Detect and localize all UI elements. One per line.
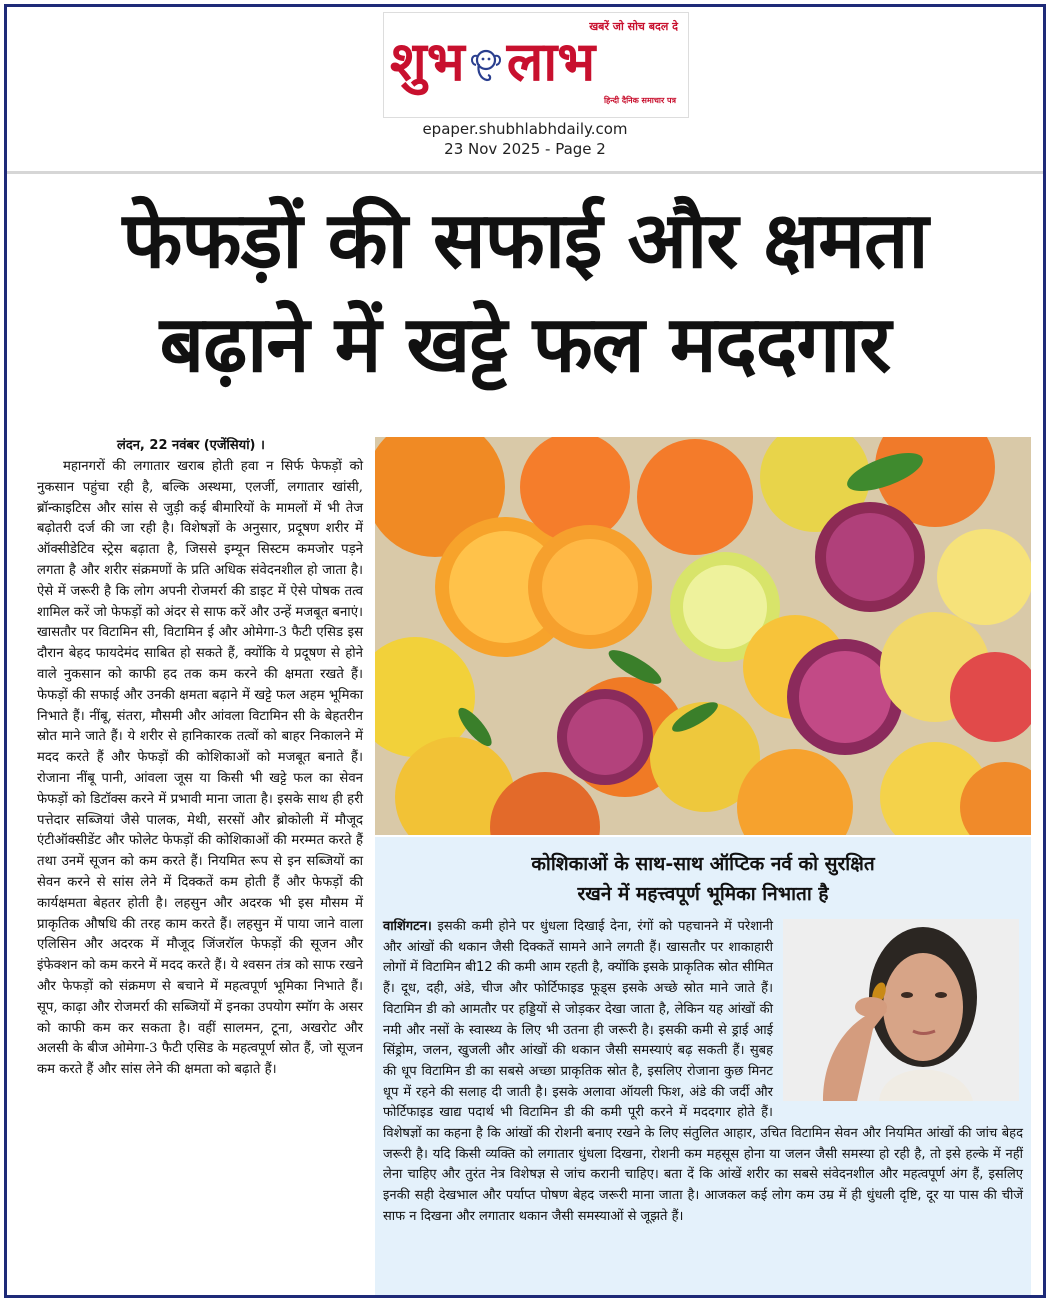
- logo-word-left: शुभ: [390, 29, 465, 93]
- sidebar-heading-line-2: रखने में महत्त्वपूर्ण भूमिका निभाता है: [577, 883, 829, 905]
- edition-date: 23 Nov 2025 - Page 2: [444, 140, 606, 158]
- citrus-fruits-image: [375, 437, 1031, 835]
- woman-capsule-image: [783, 919, 1019, 1101]
- masthead: [383, 12, 689, 118]
- article-body-column: [37, 457, 363, 1081]
- newspaper-logo[interactable]: [390, 31, 595, 91]
- logo-word-right: लाभ: [506, 29, 596, 93]
- masthead-subtag: हिन्दी दैनिक समाचार पत्र: [603, 96, 676, 105]
- ganesha-icon: [467, 46, 505, 86]
- page-headline: [7, 189, 1043, 397]
- divider: [7, 171, 1043, 174]
- sidebar-heading: [375, 849, 1031, 909]
- sidebar-dateline: वाशिंगटन।: [383, 919, 432, 934]
- epaper-page: [4, 4, 1046, 1298]
- masthead-tagline: खबरें जो सोच बदल दे: [589, 20, 678, 33]
- sidebar-body: इसकी कमी होने पर धुंधला दिखाई देना, रंगों को पहचानने में परेशानी और आंखों की थकान जैसी दिक्कतें सामने आने लगती हैं। खासतौर पर शाकाहारी लोगों में विटामिन बी12 की कमी आम रहती है, क्योंकि इसके प्राकृतिक स्रोत सीमित हैं। दूध, दही, अंडे, चीज और फोर्टिफाइड फूड्स इसके अच्छे स्रोत माने जाते हैं। विटामिन डी को आमतौर पर हड्डियों से जोड़कर देखा जाता है, लेकिन यह आंखों की नमी और नसों के स्वास्थ्य के लिए भी उतना ही जरूरी है। इसकी कमी से ड्राई आई सिंड्रोम, जलन, खुजली और आंखों की थकान जैसी समस्याएं बढ़ सकती हैं। सुबह की धूप विटामिन डी का सबसे अच्छा प्राकृतिक स्रोत है, इसलिए रोजाना कुछ मिनट धूप में रहने की सलाह दी जाती है। इसके अलावा ऑयली फिश, अंडे की जर्दी और फोर्टिफाइड खाद्य पदार्थ भी विटामिन डी की कमी पूरी करने में मददगार होते हैं। विशेषज्ञों का कहना है कि आंखों की रोशनी बनाए रखने के लिए संतुलित आहार, उचित विटामिन सेवन और नियमित आंखों की जांच बेहद जरूरी है। यदि किसी व्यक्ति को लगातार धुंधला दिखना, रोशनी कम महसूस होना या जलन जैसी समस्या हो रही है, तो इसे हल्के में नहीं लेना चाहिए और तुरंत नेत्र विशेषज्ञ से जांच करानी चाहिए। बता दें कि आंखें शरीर का सबसे संवेदनशील और महत्वपूर्ण अंग हैं, इसलिए इनकी सही देखभाल और पर्याप्त पोषण बेहद जरूरी माना जाता है। आजकल कई लोग कम उम्र में ही धुंधली दृष्टि, दूर या पास की चीजें साफ न दिखना और लगातार थकान जैसी समस्याओं से जूझते हैं।: [383, 919, 1023, 1224]
- headline-line-2: बढ़ाने में खट्टे फल मददगार: [159, 300, 891, 390]
- sidebar-heading-line-1: कोशिकाओं के साथ-साथ ऑप्टिक नर्व को सुरक्षित: [531, 853, 875, 875]
- headline-line-1: फेफड़ों की सफाई और क्षमता: [122, 196, 928, 286]
- woman-holding-capsule-illustration: [783, 919, 1019, 1101]
- article-dateline: लंदन, 22 नवंबर (एजेंसियां) ।: [117, 438, 265, 453]
- sidebar-box: [375, 837, 1031, 1295]
- epaper-url[interactable]: epaper.shubhlabhdaily.com: [422, 120, 628, 138]
- article-body: महानगरों की लगातार खराब होती हवा न सिर्फ फेफड़ों को नुकसान पहुंचा रही है, बल्कि अस्थमा, एलर्जी, लगातार खांसी, ब्रॉन्काइटिस और सांस से जुड़ी कई बीमारियों के मामलों में भी तेज बढ़ोतरी दर्ज की जा रही है। विशेषज्ञों के अनुसार, प्रदूषण शरीर में ऑक्सीडेटिव स्ट्रेस बढ़ाता है, जिससे इम्यून सिस्टम कमजोर पड़ने लगता है और शरीर संक्रमणों के प्रति अधिक संवेदनशील हो जाता है। ऐसे में जरूरी है कि लोग अपनी रोजमर्रा की डाइट में ऐसे पोषक तत्व शामिल करें जो फेफड़ों को अंदर से साफ करें और उन्हें मजबूत बनाएं। खासतौर पर विटामिन सी, विटामिन ई और ओमेगा-3 फैटी एसिड इस दौरान बेहद फायदेमंद साबित हो सकते हैं, क्योंकि ये प्रदूषण से होने वाले नुकसान को काफी हद तक कम करने की क्षमता रखते हैं। फेफड़ों की सफाई और उनकी क्षमता बढ़ाने में खट्टे फल अहम भूमिका निभाते हैं। नींबू, संतरा, मौसमी और आंवला विटामिन सी के बेहतरीन स्रोत माने जाते हैं। ये शरीर से हानिकारक तत्वों को बाहर निकालने में मदद करते हैं और फेफड़ों की कोशिकाओं को मजबूत बनाते हैं। रोजाना नींबू पानी, आंवला जूस या किसी भी खट्टे फल का सेवन फेफड़ों को डिटॉक्स करने में प्रभावी माना जाता है। इसके साथ ही हरी पत्तेदार सब्जियां जैसे पालक, मेथी, सरसों और ब्रोकोली में मौजूद एंटीऑक्सीडेंट और फोलेट फेफड़ों की कोशिकाओं की मरम्मत करते हैं तथा उनमें सूजन को कम करते हैं। नियमित रूप से इन सब्जियों का सेवन करने से सांस लेने में दिक्कतें कम होती हैं और फेफड़ों की कार्यक्षमता बेहतर होती है। लहसुन और अदरक भी इस मौसम में प्राकृतिक औषधि की तरह काम करते हैं। लहसुन में पाया जाने वाला एलिसिन और अदरक में मौजूद जिंजरॉल फेफड़ों की सूजन और इंफेक्शन को कम करने में मदद करते हैं। ये श्वसन तंत्र को साफ रखने और फेफड़ों को संक्रमण से बचाने में महत्वपूर्ण भूमिका निभाते हैं। सूप, काढ़ा और रोजमर्रा की सब्जियों में इनका उपयोग स्मॉग के असर को काफी कम कर सकता है। वहीं सालमन, टूना, अखरोट और अलसी के बीज ओमेगा-3 फैटी एसिड के महत्वपूर्ण स्रोत हैं, जो सूजन कम करते हैं और सांस लेने की क्षमता को बढ़ाते हैं।: [37, 459, 363, 1078]
- citrus-fruits-illustration: [375, 437, 1031, 835]
- sidebar-body-block: [383, 917, 1023, 1228]
